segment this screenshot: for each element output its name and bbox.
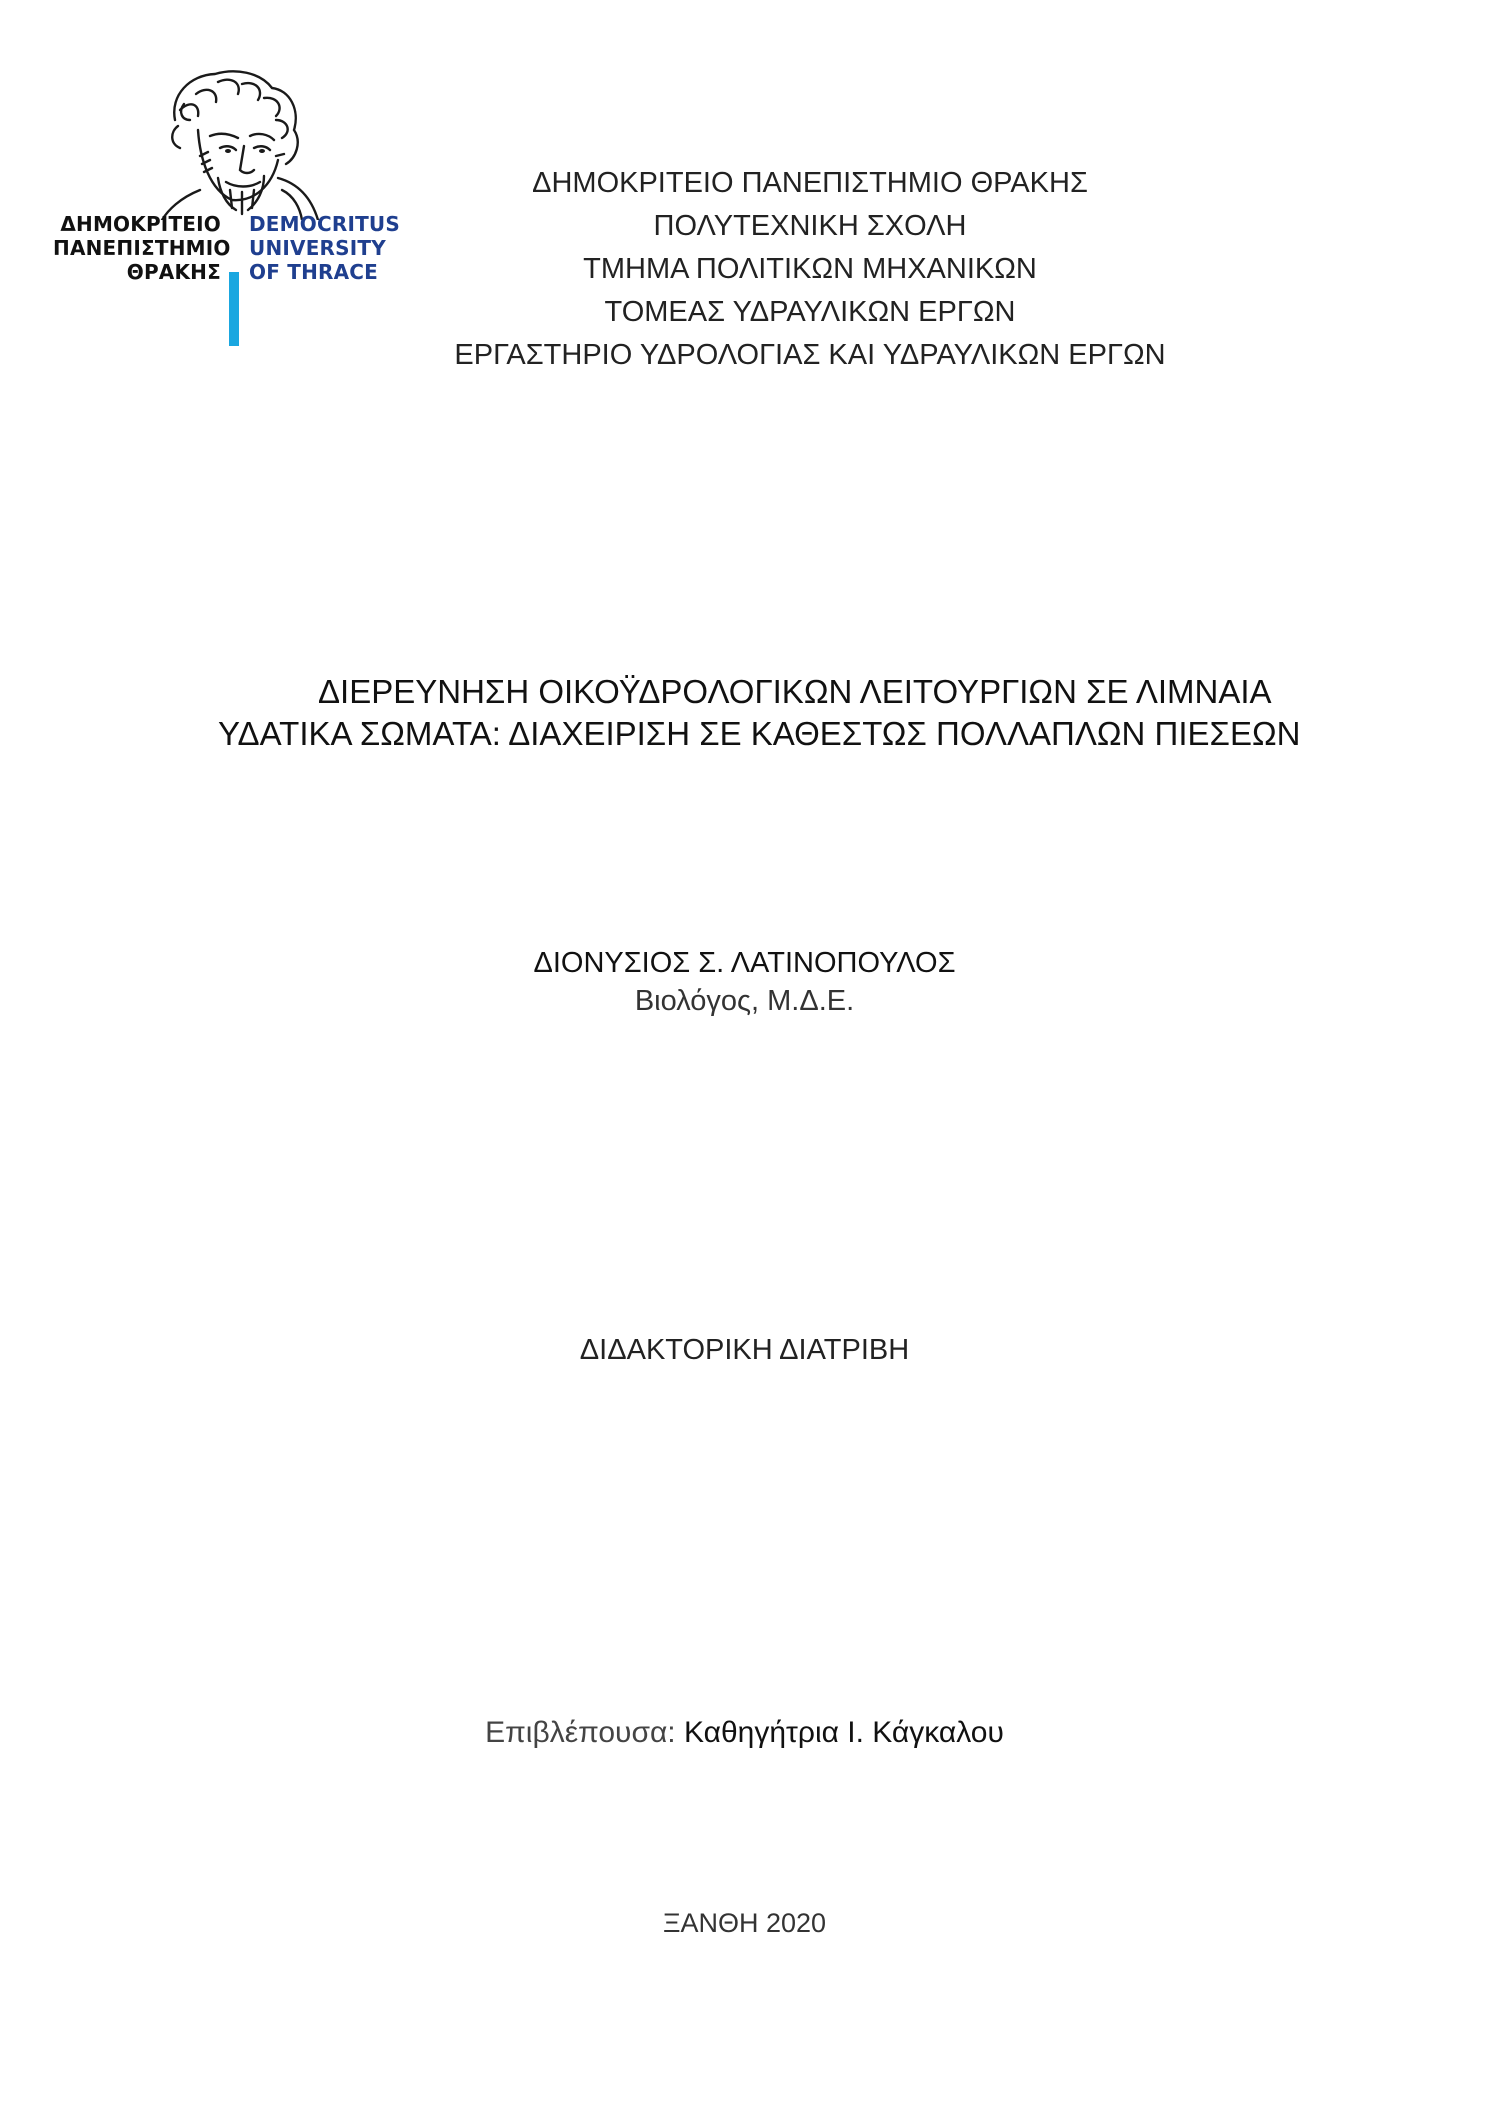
institution-header bbox=[430, 162, 1190, 377]
supervisor-label: Επιβλέπουσα: bbox=[485, 1716, 684, 1749]
logo-divider bbox=[229, 272, 239, 346]
author-degree: Βιολόγος, Μ.Δ.Ε. bbox=[634, 985, 855, 1017]
author-name: ΔΙΟΝΥΣΙΟΣ Σ. ΛΑΤΙΝΟΠΟΥΛΟΣ bbox=[533, 947, 956, 979]
logo-greek-line: ΔΗΜΟΚΡΙΤΕΙΟ bbox=[60, 212, 221, 236]
institution-division: ΤΟΜΕΑΣ ΥΔΡΑΥΛΙΚΩΝ ΕΡΓΩΝ bbox=[604, 296, 1016, 328]
democritus-portrait-icon bbox=[50, 60, 400, 220]
university-logo bbox=[50, 60, 400, 360]
institution-school: ΠΟΛΥΤΕΧΝΙΚΗ ΣΧΟΛΗ bbox=[653, 210, 967, 242]
document-type: ΔΙΔΑΚΤΟΡΙΚΗ ΔΙΑΤΡΙΒΗ bbox=[579, 1334, 910, 1366]
logo-english-line: DEMOCRITUS bbox=[249, 212, 400, 236]
thesis-title-line: ΥΔΑΤΙΚΑ ΣΩΜΑΤΑ: ΔΙΑΧΕΙΡΙΣΗ ΣΕ ΚΑΘΕΣΤΩΣ ΠΟΛΛΑΠΛΩΝ ΠΙΕΣΕΩΝ bbox=[218, 715, 1301, 752]
logo-greek-line: ΘΡΑΚΗΣ bbox=[126, 260, 221, 284]
thesis-title bbox=[150, 671, 1300, 755]
place-date: ΞΑΝΘΗ 2020 bbox=[662, 1908, 827, 1938]
logo-english-line: OF THRACE bbox=[249, 260, 379, 284]
supervisor-name: Καθηγήτρια Ι. Κάγκαλου bbox=[683, 1716, 1004, 1749]
institution-university: ΔΗΜΟΚΡΙΤΕΙΟ ΠΑΝΕΠΙΣΤΗΜΙΟ ΘΡΑΚΗΣ bbox=[532, 167, 1088, 199]
institution-department: ΤΜΗΜΑ ΠΟΛΙΤΙΚΩΝ ΜΗΧΑΝΙΚΩΝ bbox=[583, 253, 1037, 285]
logo-greek-line: ΠΑΝΕΠΙΣΤΗΜΙΟ bbox=[53, 236, 231, 260]
logo-text-english bbox=[249, 212, 409, 284]
thesis-title-line: ΔΙΕΡΕΥΝΗΣΗ ΟΙΚΟΫΔΡΟΛΟΓΙΚΩΝ ΛΕΙΤΟΥΡΓΙΩΝ ΣΕ ΛΙΜΝΑΙΑ bbox=[318, 673, 1272, 710]
logo-text-greek bbox=[53, 212, 231, 284]
logo-english-line: UNIVERSITY bbox=[249, 236, 386, 260]
supervisor bbox=[0, 1713, 1489, 1753]
author-block bbox=[0, 944, 1489, 1020]
institution-laboratory: ΕΡΓΑΣΤΗΡΙΟ ΥΔΡΟΛΟΓΙΑΣ ΚΑΙ ΥΔΡΑΥΛΙΚΩΝ ΕΡΓΩΝ bbox=[454, 339, 1166, 371]
